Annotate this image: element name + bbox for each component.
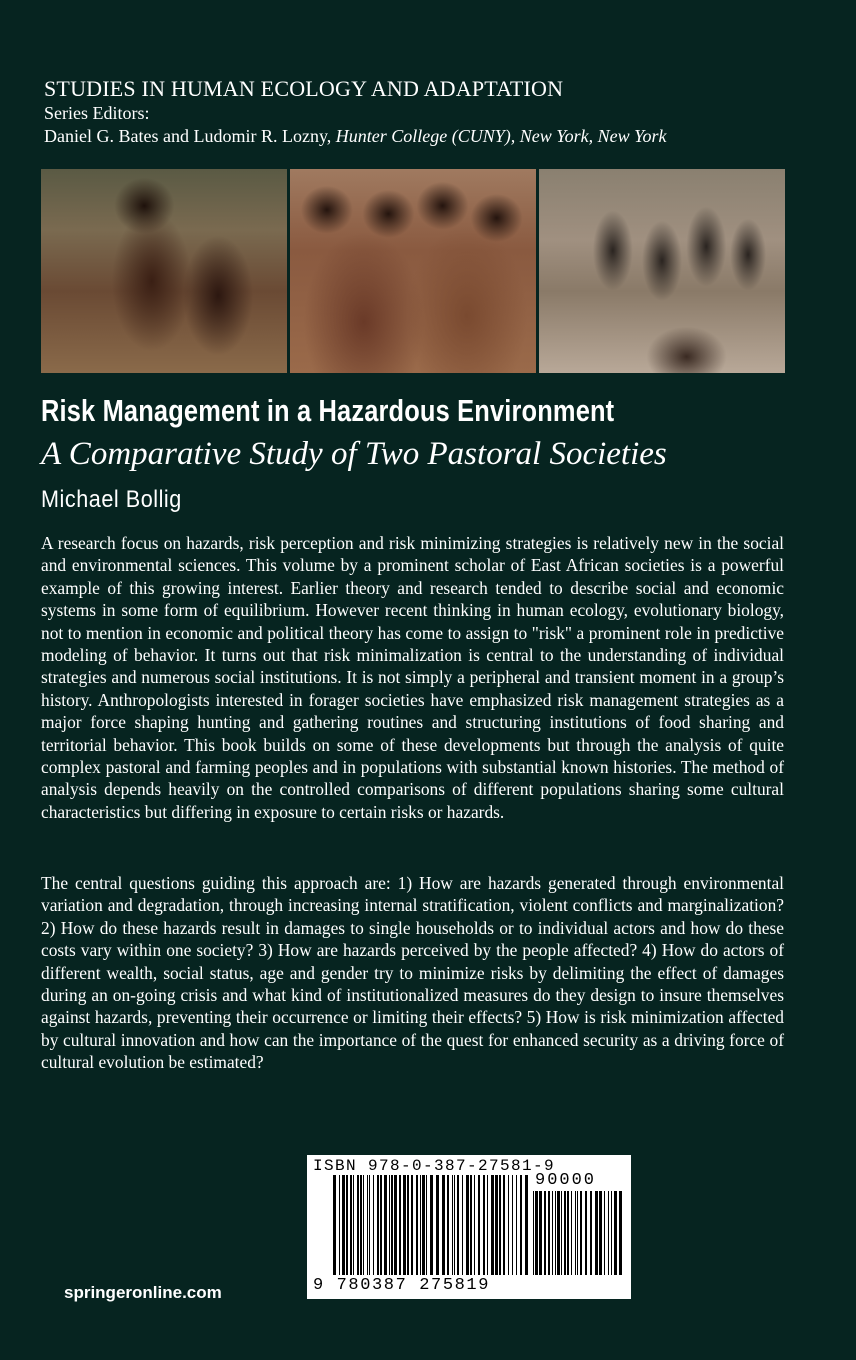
series-editors-names: Daniel G. Bates and Ludomir R. Lozny, xyxy=(44,126,336,146)
barcode-bars-main xyxy=(333,1175,529,1275)
publisher-url: springeronline.com xyxy=(64,1283,222,1302)
series-title: STUDIES IN HUMAN ECOLOGY AND ADAPTATION xyxy=(44,76,564,101)
book-subtitle: A Comparative Study of Two Pastoral Societies xyxy=(41,436,667,472)
cover-photo-right xyxy=(539,169,785,373)
description-paragraph-2: The central questions guiding this approach are: 1) How are hazards generated through environmental variation and degradation, through increasing internal stratification, violent conflicts and marginalization? 2) How do these hazards result in damages to single households or to individual actors and how do these costs vary within one society? 3) How are hazards perceived by the people affected? 4) How do actors of different wealth, social status, age and gender try to minimize risks by delimiting the effect of damages during an on-going crisis and what kind of institutionalized measures do they design to insure themselves against hazards, preventing their occurrence or limiting their effects? 5) How is risk minimization affected by cultural innovation and how can the importance of the quest for enhanced security as a driving force of cultural evolution be estimated? xyxy=(41,873,784,1073)
barcode-ean-digits: 9 780387 275819 xyxy=(313,1276,491,1295)
barcode-price-code: 90000 xyxy=(535,1171,597,1190)
barcode-bars-addon xyxy=(533,1191,627,1275)
series-editors-affiliation: Hunter College (CUNY), New York, New York xyxy=(335,126,667,146)
cover-photo-strip xyxy=(41,169,785,373)
description-paragraph-1: A research focus on hazards, risk perception and risk minimizing strategies is relatively new in the social and environmental sciences. This volume by a prominent scholar of East African societies is a powerful example of this growing interest. Earlier theory and research tended to describe social and economic systems in some form of equilibrium. However recent thinking in human ecology, evolutionary biology, not to mention in economic and political theory has come to assign to "risk" a prominent role in predictive modeling of behavior. It turns out that risk minimalization is central to the understanding of individual strategies and numerous social institutions. It is not simply a peripheral and transient moment in a group’s history. Anthropologists interested in forager societies have emphasized risk management strategies as a major force shaping hunting and gathering routines and structuring institutions of food sharing and territorial behavior. This book builds on some of these developments but through the analysis of quite complex pastoral and farming peoples and in populations with substantial known histories. The method of analysis depends heavily on the controlled comparisons of different populations sharing some cultural characteristics but differing in exposure to certain risks or hazards. xyxy=(41,533,784,822)
isbn-number: ISBN 978-0-387-27581-9 xyxy=(313,1157,556,1175)
author-name: Michael Bollig xyxy=(41,486,182,513)
book-title: Risk Management in a Hazardous Environment xyxy=(41,393,615,428)
barcode-addon-bars xyxy=(533,1191,622,1275)
isbn-barcode xyxy=(307,1155,631,1299)
series-editors xyxy=(44,126,666,147)
series-editors-label: Series Editors: xyxy=(44,103,150,123)
cover-photo-left xyxy=(41,169,287,373)
barcode-main-bars xyxy=(333,1175,528,1275)
cover-photo-center xyxy=(290,169,536,373)
